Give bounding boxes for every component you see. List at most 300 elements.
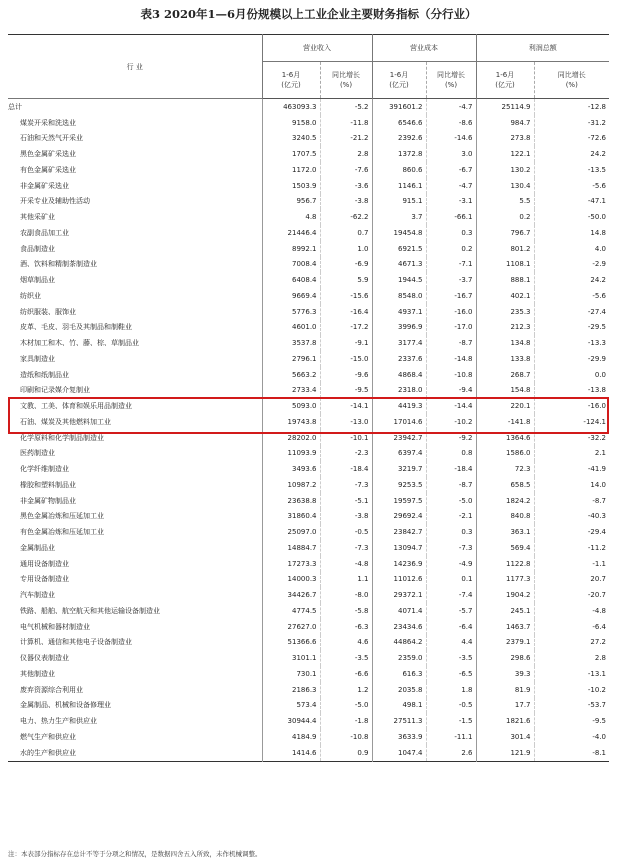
revenue-value: 4601.0: [262, 320, 320, 336]
revenue-growth: -14.1: [320, 398, 372, 414]
cost-value: 17014.6: [372, 414, 426, 430]
footnote: 注：本表部分指标存在总计不等于分项之和情况，是数据四舍五入所致，未作机械调整。: [8, 850, 262, 858]
industry-name: 石油和天然气开采业: [20, 134, 83, 143]
revenue-value: 3537.8: [262, 335, 320, 351]
revenue-value: 21446.4: [262, 225, 320, 241]
cost-growth: -18.4: [426, 461, 476, 477]
cost-growth: -66.1: [426, 209, 476, 225]
revenue-value: 28202.0: [262, 430, 320, 446]
table-row: [8, 304, 609, 320]
profit-growth: -10.2: [534, 682, 609, 698]
revenue-growth: -7.3: [320, 540, 372, 556]
revenue-value: 8992.1: [262, 241, 320, 257]
growth-subheader: [534, 62, 609, 99]
profit-growth: -124.1: [534, 414, 609, 430]
revenue-growth: -1.8: [320, 713, 372, 729]
table-row: [8, 225, 609, 241]
industry-name: 通用设备制造业: [20, 559, 69, 568]
revenue-growth: -18.4: [320, 461, 372, 477]
profit-value: 1821.6: [476, 713, 534, 729]
table-row: [8, 115, 609, 131]
period-subheader: [476, 62, 534, 99]
cost-growth: -4.7: [426, 178, 476, 194]
revenue-growth: -5.1: [320, 493, 372, 509]
revenue-value: 17273.3: [262, 556, 320, 572]
cost-growth: -3.1: [426, 194, 476, 210]
revenue-value: 14884.7: [262, 540, 320, 556]
profit-growth: -50.0: [534, 209, 609, 225]
industry-name: 专用设备制造业: [20, 575, 69, 584]
cost-growth: -3.7: [426, 272, 476, 288]
growth-subheader: [426, 62, 476, 99]
industry-name: 废弃资源综合利用业: [20, 685, 83, 694]
profit-growth: -5.6: [534, 178, 609, 194]
revenue-value: 463093.3: [262, 99, 320, 115]
profit-growth: -4.8: [534, 603, 609, 619]
cost-value: 13094.7: [372, 540, 426, 556]
cost-value: 19454.8: [372, 225, 426, 241]
revenue-value: 2186.3: [262, 682, 320, 698]
cost-value: 1146.1: [372, 178, 426, 194]
cost-value: 498.1: [372, 698, 426, 714]
amount-unit-label: (亿元): [389, 81, 409, 89]
cost-value: 6546.6: [372, 115, 426, 131]
cost-growth: -5.0: [426, 493, 476, 509]
cost-growth: 4.4: [426, 635, 476, 651]
revenue-value: 9158.0: [262, 115, 320, 131]
revenue-growth: -10.1: [320, 430, 372, 446]
table-row: [8, 367, 609, 383]
revenue-growth: 2.8: [320, 146, 372, 162]
table-row: [8, 635, 609, 651]
cost-value: 6397.4: [372, 446, 426, 462]
revenue-value: 730.1: [262, 666, 320, 682]
industry-name: 皮革、毛皮、羽毛及其制品和制鞋业: [20, 323, 132, 332]
table-row: [8, 745, 609, 761]
revenue-header: 营业收入: [262, 35, 372, 62]
table-row: [8, 194, 609, 210]
industry-name: 其他制造业: [20, 669, 55, 678]
table-row: [8, 335, 609, 351]
period-label: 1-6月: [389, 71, 409, 79]
revenue-growth: -3.8: [320, 194, 372, 210]
revenue-growth: -6.6: [320, 666, 372, 682]
table-row: [8, 713, 609, 729]
revenue-value: 34426.7: [262, 587, 320, 603]
profit-value: 298.6: [476, 650, 534, 666]
revenue-growth: -5.8: [320, 603, 372, 619]
cost-growth: 0.1: [426, 572, 476, 588]
profit-value: 1177.3: [476, 572, 534, 588]
revenue-value: 30944.4: [262, 713, 320, 729]
profit-value: 25114.9: [476, 99, 534, 115]
cost-value: 1047.4: [372, 745, 426, 761]
cost-growth: 0.3: [426, 524, 476, 540]
table-row: [8, 398, 609, 414]
table-row: [8, 666, 609, 682]
revenue-growth: -62.2: [320, 209, 372, 225]
revenue-growth: -17.2: [320, 320, 372, 336]
industry-name: 木材加工和木、竹、藤、棕、草制品业: [20, 339, 139, 348]
revenue-growth: -13.0: [320, 414, 372, 430]
amount-unit-label: (亿元): [495, 81, 515, 89]
table-row: [8, 540, 609, 556]
profit-growth: -8.1: [534, 745, 609, 761]
cost-growth: -14.4: [426, 398, 476, 414]
profit-value: 72.3: [476, 461, 534, 477]
industry-name: 烟草制品业: [20, 276, 55, 285]
cost-value: 9253.5: [372, 477, 426, 493]
revenue-value: 9669.4: [262, 288, 320, 304]
table-row: [8, 288, 609, 304]
cost-growth: -10.2: [426, 414, 476, 430]
cost-growth: -16.0: [426, 304, 476, 320]
revenue-value: 7008.4: [262, 257, 320, 273]
cost-value: 23942.7: [372, 430, 426, 446]
revenue-growth: -15.0: [320, 351, 372, 367]
table-row: [8, 178, 609, 194]
revenue-value: 10987.2: [262, 477, 320, 493]
table-row: [8, 650, 609, 666]
table-row: [8, 383, 609, 399]
profit-value: 245.1: [476, 603, 534, 619]
cost-growth: -2.1: [426, 509, 476, 525]
profit-growth: -1.1: [534, 556, 609, 572]
growth-label: 同比增长: [437, 71, 465, 79]
profit-growth: 4.0: [534, 241, 609, 257]
table-row: [8, 257, 609, 273]
table-row: [8, 524, 609, 540]
cost-value: 3177.4: [372, 335, 426, 351]
revenue-growth: -8.0: [320, 587, 372, 603]
cost-growth: 0.3: [426, 225, 476, 241]
profit-value: 1108.1: [476, 257, 534, 273]
industry-name: 其他采矿业: [20, 213, 55, 222]
cost-value: 23842.7: [372, 524, 426, 540]
cost-value: 3219.7: [372, 461, 426, 477]
profit-growth: -11.2: [534, 540, 609, 556]
revenue-growth: -5.0: [320, 698, 372, 714]
cost-growth: 1.8: [426, 682, 476, 698]
growth-label: 同比增长: [332, 71, 360, 79]
profit-value: 1824.2: [476, 493, 534, 509]
profit-value: 17.7: [476, 698, 534, 714]
profit-value: 301.4: [476, 729, 534, 745]
cost-growth: -5.7: [426, 603, 476, 619]
revenue-growth: 0.7: [320, 225, 372, 241]
cost-growth: -17.0: [426, 320, 476, 336]
profit-growth: 27.2: [534, 635, 609, 651]
cost-value: 3996.9: [372, 320, 426, 336]
profit-growth: -31.2: [534, 115, 609, 131]
revenue-value: 5663.2: [262, 367, 320, 383]
revenue-value: 25097.0: [262, 524, 320, 540]
table-row: [8, 209, 609, 225]
profit-growth: -29.9: [534, 351, 609, 367]
profit-growth: 14.8: [534, 225, 609, 241]
revenue-value: 11093.9: [262, 446, 320, 462]
profit-growth: 14.0: [534, 477, 609, 493]
industry-name: 水的生产和供应业: [20, 748, 76, 757]
profit-growth: -4.0: [534, 729, 609, 745]
table-row: [8, 509, 609, 525]
cost-value: 616.3: [372, 666, 426, 682]
revenue-value: 19743.8: [262, 414, 320, 430]
industry-name: 煤炭开采和洗选业: [20, 118, 76, 127]
cost-value: 860.6: [372, 162, 426, 178]
table-row: [8, 414, 609, 430]
cost-value: 23434.6: [372, 619, 426, 635]
profit-value: 235.3: [476, 304, 534, 320]
profit-growth: -6.4: [534, 619, 609, 635]
revenue-value: 51366.6: [262, 635, 320, 651]
pct-unit-label: (%): [565, 81, 578, 89]
cost-growth: -8.7: [426, 477, 476, 493]
industry-name: 铁路、船舶、航空航天和其他运输设备制造业: [20, 606, 160, 615]
profit-growth: -32.2: [534, 430, 609, 446]
revenue-value: 4184.9: [262, 729, 320, 745]
cost-growth: -6.4: [426, 619, 476, 635]
revenue-value: 4774.5: [262, 603, 320, 619]
industry-name: 计算机、通信和其他电子设备制造业: [20, 638, 132, 647]
industry-name: 非金属矿物制品业: [20, 496, 76, 505]
revenue-value: 27627.0: [262, 619, 320, 635]
revenue-value: 1172.0: [262, 162, 320, 178]
profit-value: 130.4: [476, 178, 534, 194]
profit-value: 5.5: [476, 194, 534, 210]
pct-unit-label: (%): [339, 81, 353, 89]
industry-name: 石油、煤炭及其他燃料加工业: [20, 417, 111, 426]
profit-growth: 2.8: [534, 650, 609, 666]
cost-growth: -11.1: [426, 729, 476, 745]
cost-growth: -16.7: [426, 288, 476, 304]
profit-header: 利润总额: [476, 35, 609, 62]
profit-growth: -5.6: [534, 288, 609, 304]
cost-value: 3633.9: [372, 729, 426, 745]
industry-name: 总计: [8, 102, 22, 111]
cost-value: 11012.6: [372, 572, 426, 588]
revenue-growth: 1.1: [320, 572, 372, 588]
revenue-growth: -5.2: [320, 99, 372, 115]
cost-value: 4419.3: [372, 398, 426, 414]
table-row: [8, 241, 609, 257]
profit-growth: -9.5: [534, 713, 609, 729]
profit-value: 268.7: [476, 367, 534, 383]
profit-growth: -47.1: [534, 194, 609, 210]
pct-unit-label: (%): [444, 81, 458, 89]
profit-growth: -2.9: [534, 257, 609, 273]
revenue-growth: 1.2: [320, 682, 372, 698]
profit-growth: 20.7: [534, 572, 609, 588]
profit-value: 273.8: [476, 131, 534, 147]
revenue-growth: -7.6: [320, 162, 372, 178]
cost-value: 14236.9: [372, 556, 426, 572]
financial-indicators-table: [8, 34, 609, 762]
industry-name: 家具制造业: [20, 354, 55, 363]
profit-value: 1586.0: [476, 446, 534, 462]
cost-growth: -8.7: [426, 335, 476, 351]
revenue-value: 3493.6: [262, 461, 320, 477]
cost-value: 391601.2: [372, 99, 426, 115]
industry-name: 酒、饮料和精制茶制造业: [20, 260, 97, 269]
table-row: [8, 493, 609, 509]
revenue-value: 956.7: [262, 194, 320, 210]
revenue-growth: -10.8: [320, 729, 372, 745]
profit-value: 1364.6: [476, 430, 534, 446]
revenue-value: 6408.4: [262, 272, 320, 288]
cost-growth: -10.8: [426, 367, 476, 383]
revenue-value: 4.8: [262, 209, 320, 225]
table-row: [8, 603, 609, 619]
profit-value: 1122.8: [476, 556, 534, 572]
industry-name: 黑色金属冶炼和压延加工业: [20, 512, 104, 521]
period-subheader: [372, 62, 426, 99]
profit-value: 569.4: [476, 540, 534, 556]
industry-name: 纺织服装、服饰业: [20, 307, 76, 316]
profit-value: 363.1: [476, 524, 534, 540]
cost-value: 6921.5: [372, 241, 426, 257]
amount-unit-label: (亿元): [281, 81, 301, 89]
revenue-value: 1503.9: [262, 178, 320, 194]
industry-name: 金属制品、机械和设备修理业: [20, 701, 111, 710]
industry-name: 汽车制造业: [20, 591, 55, 600]
cost-value: 2359.0: [372, 650, 426, 666]
industry-name: 医药制造业: [20, 449, 55, 458]
cost-value: 2035.8: [372, 682, 426, 698]
industry-name: 造纸和纸制品业: [20, 370, 69, 379]
industry-name: 橡胶和塑料制品业: [20, 480, 76, 489]
profit-growth: 24.2: [534, 146, 609, 162]
profit-growth: -13.5: [534, 162, 609, 178]
industry-name: 黑色金属矿采选业: [20, 150, 76, 159]
profit-growth: -20.7: [534, 587, 609, 603]
cost-value: 29372.1: [372, 587, 426, 603]
revenue-value: 3240.5: [262, 131, 320, 147]
profit-value: 0.2: [476, 209, 534, 225]
profit-growth: 24.2: [534, 272, 609, 288]
table-row: [8, 682, 609, 698]
table-row: [8, 587, 609, 603]
cost-value: 2337.6: [372, 351, 426, 367]
cost-value: 4868.4: [372, 367, 426, 383]
cost-growth: -1.5: [426, 713, 476, 729]
table-row: [8, 556, 609, 572]
revenue-value: 3101.1: [262, 650, 320, 666]
revenue-growth: -16.4: [320, 304, 372, 320]
cost-value: 8548.0: [372, 288, 426, 304]
cost-header: 营业成本: [372, 35, 476, 62]
profit-value: 1463.7: [476, 619, 534, 635]
industry-name: 电力、热力生产和供应业: [20, 717, 97, 726]
growth-label: 同比增长: [557, 71, 586, 79]
industry-name: 印刷和记录媒介复制业: [20, 386, 90, 395]
revenue-growth: -15.6: [320, 288, 372, 304]
revenue-value: 14000.3: [262, 572, 320, 588]
profit-growth: 0.0: [534, 367, 609, 383]
profit-value: 81.9: [476, 682, 534, 698]
table-body: [8, 99, 609, 762]
profit-value: 134.8: [476, 335, 534, 351]
profit-value: 154.8: [476, 383, 534, 399]
cost-growth: -8.6: [426, 115, 476, 131]
industry-name: 文教、工美、体育和娱乐用品制造业: [20, 402, 132, 411]
industry-header: 行 业: [8, 35, 262, 99]
revenue-growth: 0.9: [320, 745, 372, 761]
profit-value: 2379.1: [476, 635, 534, 651]
profit-growth: -72.6: [534, 131, 609, 147]
revenue-growth: -21.2: [320, 131, 372, 147]
profit-value: 984.7: [476, 115, 534, 131]
cost-growth: -4.7: [426, 99, 476, 115]
cost-growth: -7.3: [426, 540, 476, 556]
profit-value: 212.3: [476, 320, 534, 336]
industry-name: 化学纤维制造业: [20, 465, 69, 474]
profit-growth: -40.3: [534, 509, 609, 525]
industry-name: 开采专业及辅助性活动: [20, 197, 90, 206]
cost-growth: -9.2: [426, 430, 476, 446]
cost-growth: -14.6: [426, 131, 476, 147]
profit-growth: -53.7: [534, 698, 609, 714]
cost-growth: -6.5: [426, 666, 476, 682]
revenue-value: 1414.6: [262, 745, 320, 761]
profit-value: 122.1: [476, 146, 534, 162]
table-row: [8, 729, 609, 745]
cost-growth: -9.4: [426, 383, 476, 399]
revenue-growth: -6.9: [320, 257, 372, 273]
profit-value: 888.1: [476, 272, 534, 288]
revenue-value: 5776.3: [262, 304, 320, 320]
revenue-value: 2733.4: [262, 383, 320, 399]
revenue-growth: -11.8: [320, 115, 372, 131]
profit-value: 658.5: [476, 477, 534, 493]
profit-growth: -13.8: [534, 383, 609, 399]
industry-name: 纺织业: [20, 291, 41, 300]
revenue-growth: -3.5: [320, 650, 372, 666]
period-label: 1-6月: [495, 71, 515, 79]
cost-growth: 0.2: [426, 241, 476, 257]
profit-growth: -41.9: [534, 461, 609, 477]
cost-growth: 2.6: [426, 745, 476, 761]
cost-value: 4671.3: [372, 257, 426, 273]
cost-value: 4071.4: [372, 603, 426, 619]
revenue-growth: -9.6: [320, 367, 372, 383]
profit-value: 130.2: [476, 162, 534, 178]
profit-value: 840.8: [476, 509, 534, 525]
industry-name: 燃气生产和供应业: [20, 732, 76, 741]
revenue-value: 573.4: [262, 698, 320, 714]
cost-value: 1372.8: [372, 146, 426, 162]
table-row: [8, 320, 609, 336]
revenue-value: 1707.5: [262, 146, 320, 162]
table-row: [8, 572, 609, 588]
profit-value: -141.8: [476, 414, 534, 430]
industry-name: 农副食品加工业: [20, 228, 69, 237]
revenue-growth: 4.6: [320, 635, 372, 651]
cost-value: 4937.1: [372, 304, 426, 320]
table-row: [8, 131, 609, 147]
table-row: [8, 99, 609, 115]
profit-growth: -8.7: [534, 493, 609, 509]
cost-growth: -6.7: [426, 162, 476, 178]
revenue-growth: 1.0: [320, 241, 372, 257]
profit-growth: -13.1: [534, 666, 609, 682]
industry-name: 化学原料和化学制品制造业: [20, 433, 104, 442]
cost-growth: -7.4: [426, 587, 476, 603]
revenue-growth: -4.8: [320, 556, 372, 572]
industry-name: 非金属矿采选业: [20, 181, 69, 190]
profit-value: 796.7: [476, 225, 534, 241]
industry-name: 食品制造业: [20, 244, 55, 253]
